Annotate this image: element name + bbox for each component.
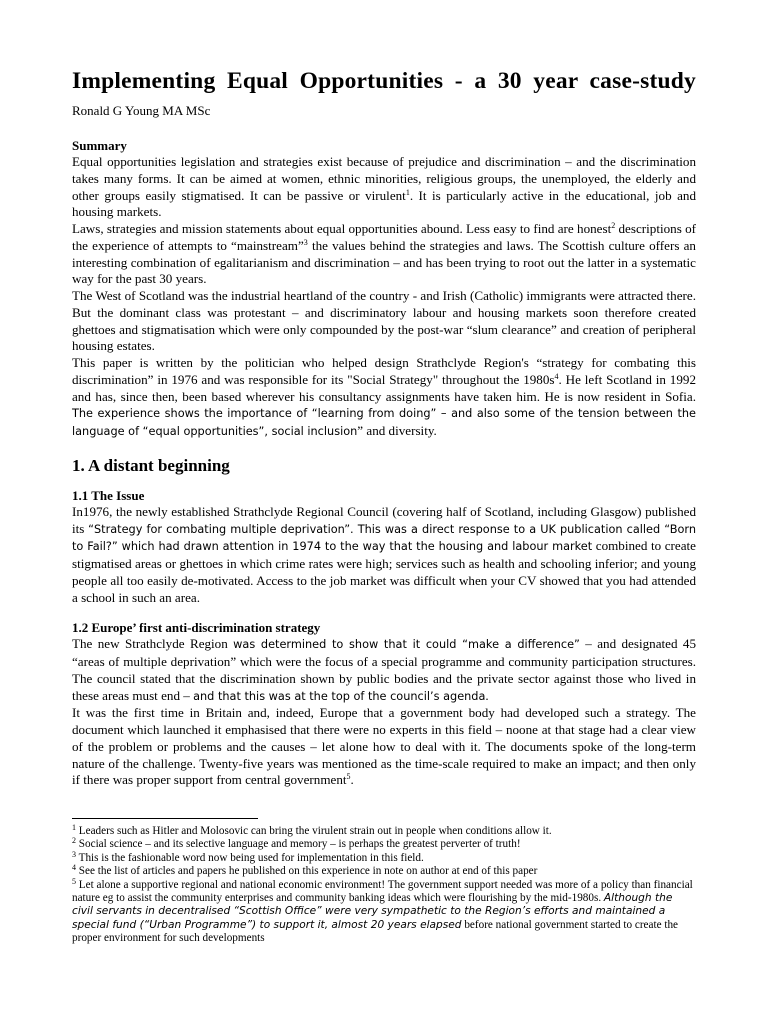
footnotes-area xyxy=(72,818,696,946)
footnote-mark: 3 xyxy=(72,849,76,859)
s12-t5: . xyxy=(485,687,489,703)
title-text: Implementing Equal Opportunities - a 30 year case-study xyxy=(72,68,696,94)
s12-t3: – and designated 45 “areas of multiple deprivation” which were the focus of a special programme and community participation structures. The council stated that the discrimination shown by public bodies and the private sector against those who lived in these areas must end – xyxy=(72,636,696,703)
summary-paragraph-3: The West of Scotland was the industrial heartland of the country - and Irish (Catholic) immigrants were attracted there. But the dominant class was protestant – and discriminatory labour and housing markets soon therefore created ghettoes and stigmatisation which were only compounded by the post-war “slum clearance” and creation of peripheral housing estates. xyxy=(72,288,696,354)
summary-paragraph-2 xyxy=(72,221,696,288)
footnote-mark: 2 xyxy=(72,836,76,846)
summary-heading: Summary xyxy=(72,138,127,153)
s11-t2: “Strategy for combating multiple deprivation”. This was a direct response to a UK publication called “Born to Fail?” which had drawn attention in 1974 to the way that the housing and labour market xyxy=(72,522,696,554)
summary-p4a: This paper is written by the politician who helped design Strathclyde Region's “strategy for combating this discrimination” in 1976 and was responsible for its "Social Strategy" throughout the 1980s xyxy=(72,355,696,387)
footnote-1 xyxy=(72,825,696,838)
summary-paragraph-1 xyxy=(72,154,696,221)
summary-p4c: The experience shows the importance of “learning from doing” – and also some of the tension between the language of “equal opportunities”, social inclusion xyxy=(72,407,696,438)
s12-t1: The new Strathclyde Region xyxy=(72,636,234,652)
summary-p2c: the values behind the strategies and laws. The Scottish culture offers an interesting combination of egalitarianism and discrimination – and has been trying to root out the latter in a systematic way for the past 30 years. xyxy=(72,237,696,287)
footnote-ref-3[interactable]: 3 xyxy=(303,237,308,247)
s11-t3: combined to create stigmatised areas or ghettoes in which crime rates were high; services such as health and schooling inferior; and young people all too easily de-motivated. Access to the job market was difficult when your CV showed that you had attended a school in such an area. xyxy=(72,538,696,605)
footnote-text: See the list of articles and papers he published on this experience in note on author at end of this paper xyxy=(78,865,538,878)
footnote-4 xyxy=(72,865,696,878)
subsection-1-1-heading: 1.1 The Issue xyxy=(72,487,145,503)
document-title xyxy=(72,68,696,124)
footnote-separator xyxy=(72,818,258,819)
footnote-mark: 5 xyxy=(72,876,76,886)
document-page xyxy=(72,68,696,789)
summary-paragraph-4 xyxy=(72,355,696,441)
s12-t2: was determined to show that it could “make a difference” xyxy=(233,638,580,652)
summary-p4d: ” and diversity. xyxy=(357,423,437,438)
footnote-2 xyxy=(72,838,696,851)
footnote-ref-5[interactable]: 5 xyxy=(346,772,351,782)
subsection-1-1-text xyxy=(72,504,696,607)
subsection-1-2-paragraph-2 xyxy=(72,705,696,789)
s12-p2b: . xyxy=(350,772,354,788)
s11-t1: In1976, the newly established Strathclyde Regional Council (covering half of Scotland, including Glasgow) published its xyxy=(72,503,696,536)
footnote-text: Let alone a supportive regional and national economic environment! The government support needed was more of a policy than financial nature eg to assist the community enterprises and community banking ideas which were flourishing by the mid-1980s. xyxy=(72,878,693,905)
footnote-3 xyxy=(72,849,696,865)
summary-p2a: Laws, strategies and mission statements about equal opportunities abound. Less easy to find are honest xyxy=(72,221,612,236)
footnote-ref-4[interactable]: 4 xyxy=(554,371,559,381)
s12-t4: and that this was at the top of the council’s agenda xyxy=(193,689,486,703)
summary-p4b: . He left Scotland in 1992 and has, since then, been based wherever his consultancy assignments have taken him. He is now resident in Sofia. xyxy=(72,371,696,404)
summary-p1-end: . It is particularly active in the educational, job and housing markets. xyxy=(72,187,696,220)
footnote-text: Leaders such as Hitler and Molosovic can bring the virulent strain out in people when conditions allow it. xyxy=(78,825,552,837)
s12-p2a: It was the first time in Britain and, indeed, Europe that a government body had developed such a strategy. The document which launched it emphasised that there were no experts in this field – noone at that stage had a clear view of the problem or problems and the causes – let alone how to deal with it. The documents spoke of the long-term nature of the challenge. Twenty-five years was mentioned as the time-scale required to make an impact; and then only if there was proper support from central government xyxy=(72,705,696,788)
footnote-mark: 1 xyxy=(72,823,76,832)
footnote-text-end: before national government started to create the proper environment for such developments xyxy=(72,918,679,945)
summary-p2b: descriptions of the experience of attempts to “mainstream” xyxy=(72,221,696,253)
footnote-italic-text: Although the civil servants in decentralised “Scottish Office” were very sympathetic to the Region’s efforts and maintained a special fund (“Urban Programme”) to support it, almost 20 years elapsed xyxy=(72,892,673,931)
footnote-ref-1[interactable]: 1 xyxy=(405,187,410,197)
summary-p1-text: Equal opportunities legislation and strategies exist because of prejudice and discrimination – and the discrimination takes many forms. It can be aimed at women, ethnic minorities, religious groups, the unemployed, the elderly and other groups easily stigmatised. It can be passive or virulent xyxy=(72,154,696,203)
subsection-1-2-heading: 1.2 Europe’ first anti-discrimination strategy xyxy=(72,620,321,636)
footnote-5 xyxy=(72,876,696,946)
footnote-ref-2[interactable]: 2 xyxy=(611,221,616,230)
footnote-text: Social science – and its selective language and memory – is perhaps the greatest perverter of truth! xyxy=(78,838,521,851)
section-1-heading: 1. A distant beginning xyxy=(72,455,230,475)
subsection-1-2-text xyxy=(72,636,696,705)
footnote-text: This is the fashionable word now being used for implementation in this field. xyxy=(78,851,424,864)
author-line: Ronald G Young MA MSc xyxy=(72,103,211,118)
footnote-mark: 4 xyxy=(72,863,76,873)
